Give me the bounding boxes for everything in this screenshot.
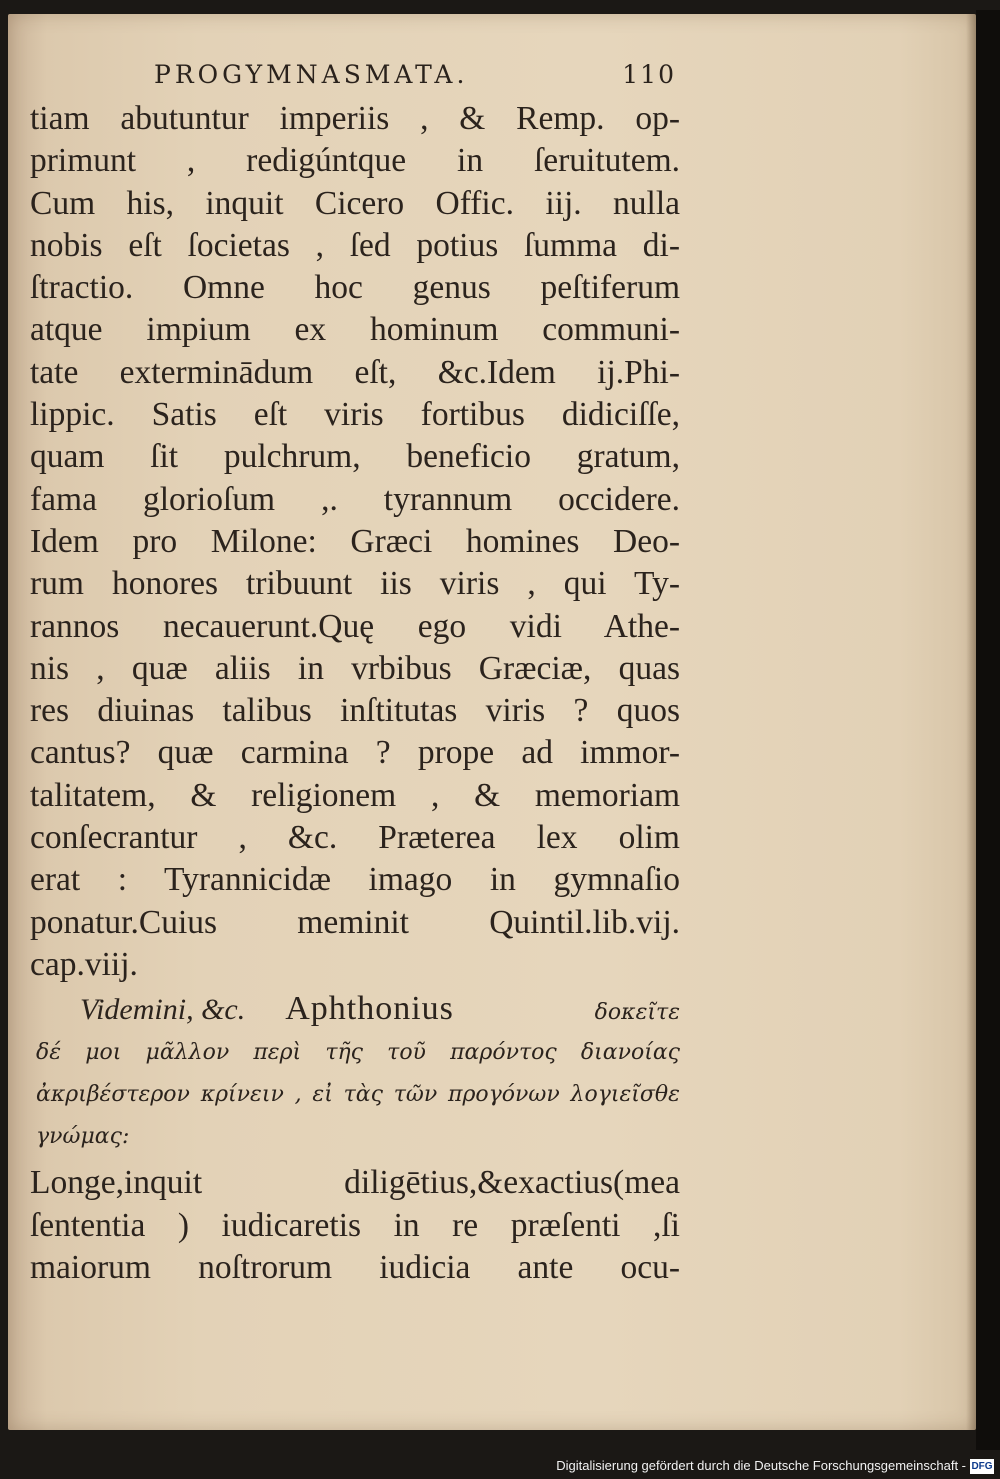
text-line: Idem pro Milone: Græci homines Deo- — [30, 522, 680, 560]
text-block — [30, 98, 680, 1289]
text-line: maiorum noſtrorum iudicia ante ocu- — [30, 1248, 680, 1286]
text-line: rum honores tribuunt iis viris , qui Ty- — [30, 565, 680, 603]
greek-quote-start: δοκεῖτε — [594, 1000, 680, 1026]
book-edge — [976, 10, 1000, 1450]
text-line: quam ſit pulchrum, beneficio gratum, — [30, 438, 680, 476]
text-line: talitatem, & religionem , & memoriam — [30, 776, 680, 814]
text-line: ponatur.Cuius meminit Quintil.lib.vij. — [30, 903, 680, 941]
text-line: tiam abutuntur imperiis , & Remp. op- — [30, 100, 680, 137]
text-line: conſecrantur , &c. Præterea lex olim — [30, 819, 680, 857]
text-line: nobis eſt ſocietas , ſed potius ſumma di- — [30, 226, 680, 264]
text-line: erat : Tyrannicidæ imago in gymnaſio — [30, 861, 680, 899]
text-line: primunt , redigúntque in ſeruitutem. — [30, 142, 680, 180]
page-number: 110 — [622, 60, 676, 89]
dfg-logo: DFG — [971, 1461, 993, 1472]
text-line: rannos necauerunt.Quę ego vidi Athe- — [30, 607, 680, 645]
text-line: tate exterminādum eſt, &c.Idem ij.Phi- — [30, 353, 680, 391]
text-line: lippic. Satis eſt viris fortibus didiciſſe, — [30, 396, 680, 434]
text-line: atque impium ex hominum communi- — [30, 311, 680, 349]
greek-line: γνώμας: — [36, 1124, 130, 1150]
author-name: Aphthonius — [285, 990, 454, 1028]
greek-line: δέ μοι μᾶλλον περὶ τῆς τοῦ παρόντος διανοίας — [36, 1040, 680, 1066]
text-line: cantus? quæ carmina ? prope ad immor- — [30, 734, 680, 772]
text-line: Cum his, inquit Cicero Offic. iij. nulla — [30, 184, 680, 222]
running-title: PROGYMNASMATA. — [154, 60, 469, 89]
greek-line: ἀκριβέστερον κρίνειν , εἰ τὰς τῶν προγόνων λογιεῖσθε — [36, 1082, 680, 1108]
text-line: fama glorioſum ,. tyrannum occidere. — [30, 480, 680, 518]
lemma: Videmini, &c. — [80, 993, 246, 1027]
lemma-line — [30, 986, 680, 1032]
book-page — [8, 14, 976, 1430]
text-line: res diuinas talibus inſtitutas viris ? quos — [30, 692, 680, 730]
text-line: ſententia ) iudicaretis in re præſenti ,ſi — [30, 1206, 680, 1244]
digitization-credit: Digitalisierung gefördert durch die Deutsche Forschungsgemeinschaft - — [556, 1458, 966, 1473]
text-line: cap.viij. — [30, 945, 138, 983]
text-line: ſtractio. Omne hoc genus peſtiferum — [30, 269, 680, 307]
text-line: nis , quæ aliis in vrbibus Græciæ, quas — [30, 649, 680, 687]
text-line: Longe,inquit diligētius,&exactius(mea — [30, 1164, 680, 1202]
